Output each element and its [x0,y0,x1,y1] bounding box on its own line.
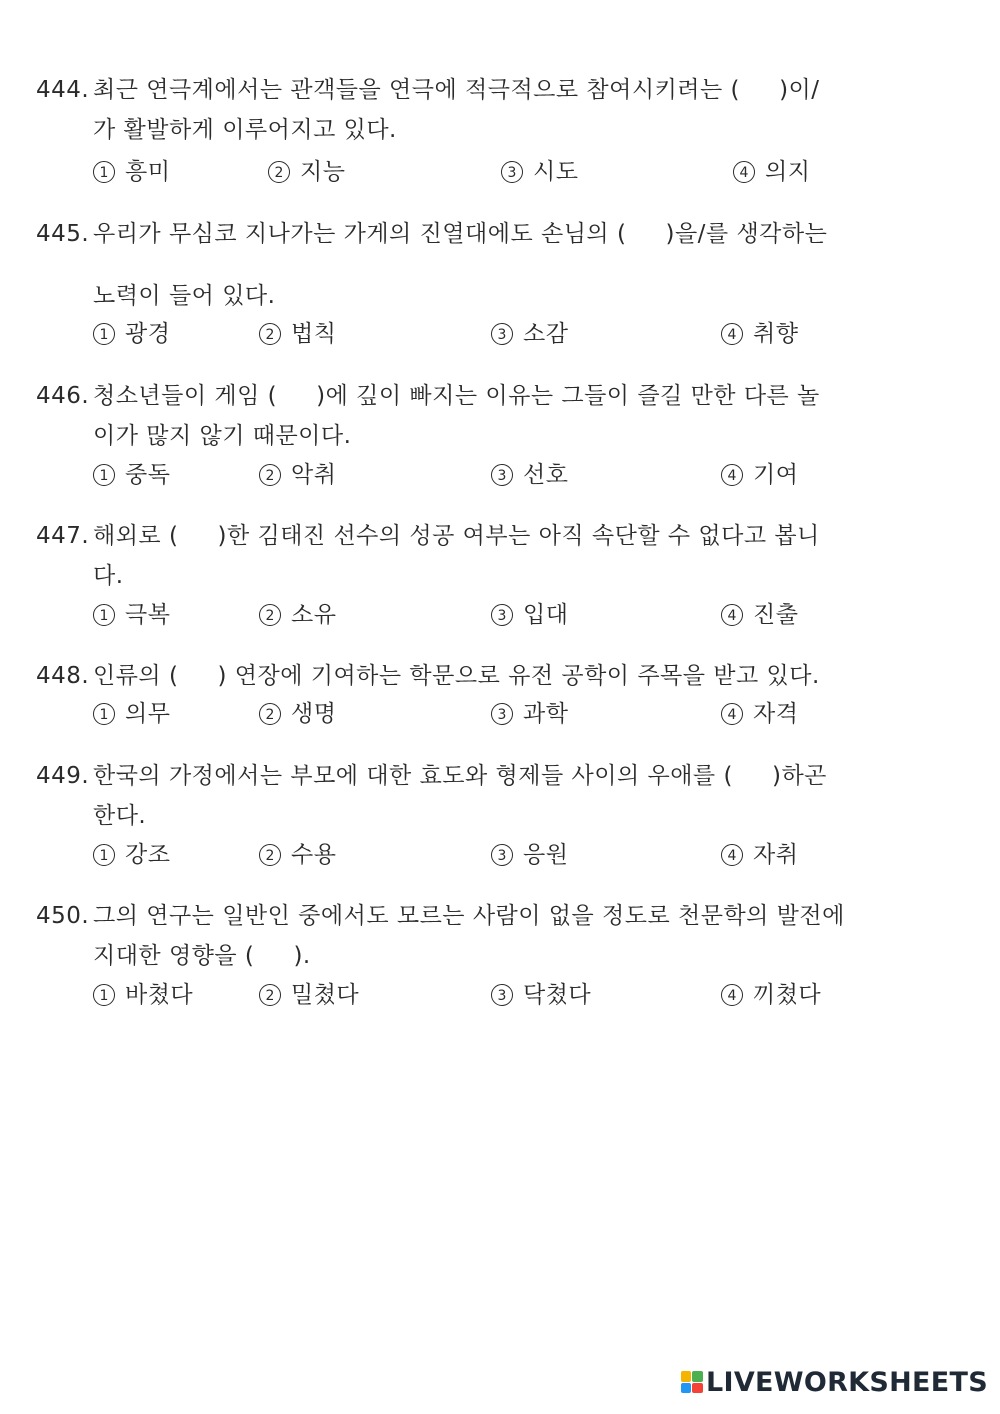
option-text: 소감 [523,321,569,347]
question-text-continued: 가 활발하게 이루어지고 있다. [93,117,397,143]
option-1[interactable] [93,838,170,872]
circled-number: 3 [491,984,513,1006]
circled-number: 3 [491,604,513,626]
circled-number: 3 [501,161,523,183]
question-text: 청소년들이 게임 ( )에 깊이 빠지는 이유는 그들이 즐길 만한 다른 놀 [93,383,820,409]
answer-options [93,458,893,492]
circled-number: 4 [721,984,743,1006]
option-text: 진출 [753,602,799,628]
circled-number: 2 [259,984,281,1006]
logo-square-blue [681,1383,692,1394]
option-text: 흥미 [125,159,171,185]
option-3[interactable] [491,598,568,632]
circled-number: 1 [93,844,115,866]
option-2[interactable] [259,838,336,872]
answer-options [93,155,893,189]
option-1[interactable] [93,458,170,492]
question-text-continued: 한다. [93,803,147,829]
option-3[interactable] [491,978,591,1012]
circled-number: 1 [93,161,115,183]
option-text: 소유 [291,602,337,628]
logo-square-red [692,1383,703,1394]
answer-options [93,697,893,731]
option-text: 의무 [125,701,171,727]
question-text-continued: 노력이 들어 있다. [93,283,276,309]
question-number: 449. [36,763,90,789]
option-3[interactable] [491,317,568,351]
question-number: 447. [36,523,90,549]
circled-number: 2 [259,844,281,866]
question-line [36,519,820,553]
option-text: 자격 [753,701,799,727]
question-number: 450. [36,903,90,929]
circled-number: 4 [721,844,743,866]
circled-number: 2 [259,323,281,345]
option-text: 입대 [523,602,569,628]
option-2[interactable] [259,978,359,1012]
question-text-continued: 이가 많지 않기 때문이다. [93,423,352,449]
option-text: 과학 [523,701,569,727]
option-3[interactable] [491,838,568,872]
answer-options [93,598,893,632]
circled-number: 3 [491,703,513,725]
option-2[interactable] [259,458,336,492]
logo-square-yellow [681,1371,692,1382]
circled-number: 2 [259,703,281,725]
circled-number: 3 [491,464,513,486]
circled-number: 2 [268,161,290,183]
question-text: 해외로 ( )한 김태진 선수의 성공 여부는 아직 속단할 수 없다고 봅니 [93,523,820,549]
question-line [36,73,820,107]
circled-number: 2 [259,604,281,626]
circled-number: 4 [721,604,743,626]
option-1[interactable] [93,155,170,189]
question-text: 인류의 ( ) 연장에 기여하는 학문으로 유전 공학이 주목을 받고 있다. [93,663,820,689]
option-1[interactable] [93,697,170,731]
question-line [36,217,827,251]
question-text: 그의 연구는 일반인 중에서도 모르는 사람이 없을 정도로 천문학의 발전에 [93,903,845,929]
answer-options [93,317,893,351]
circled-number: 2 [259,464,281,486]
question-text: 한국의 가정에서는 부모에 대한 효도와 형제들 사이의 우애를 ( )하곤 [93,763,827,789]
question-text: 최근 연극계에서는 관객들을 연극에 적극적으로 참여시키려는 ( )이/ [93,77,820,103]
option-text: 바쳤다 [125,982,194,1008]
logo-square-green [692,1371,703,1382]
question-text-continued: 다. [93,563,124,589]
circled-number: 4 [721,323,743,345]
option-text: 수용 [291,842,337,868]
question-line [36,759,827,793]
option-text: 지능 [300,159,346,185]
liveworksheets-icon [681,1371,703,1393]
option-4[interactable] [721,598,798,632]
question-number: 446. [36,383,90,409]
option-text: 중독 [125,462,171,488]
question-line [36,899,845,933]
option-text: 강조 [125,842,171,868]
circled-number: 3 [491,323,513,345]
option-3[interactable] [501,155,578,189]
option-text: 취향 [753,321,799,347]
option-4[interactable] [733,155,810,189]
question-number: 448. [36,663,90,689]
option-text: 광경 [125,321,171,347]
option-2[interactable] [259,317,336,351]
circled-number: 1 [93,323,115,345]
option-text: 생명 [291,701,337,727]
liveworksheets-logo[interactable] [681,1366,988,1398]
option-4[interactable] [721,317,798,351]
option-text: 응원 [523,842,569,868]
circled-number: 1 [93,984,115,1006]
option-3[interactable] [491,458,568,492]
question-text-continued: 지대한 영향을 ( ). [93,943,311,969]
option-text: 닥쳤다 [523,982,592,1008]
option-2[interactable] [259,598,336,632]
option-text: 악취 [291,462,337,488]
logo-text: LIVEWORKSHEETS [705,1366,988,1398]
option-text: 기여 [753,462,799,488]
option-text: 자취 [753,842,799,868]
option-text: 시도 [533,159,579,185]
option-2[interactable] [268,155,345,189]
circled-number: 1 [93,703,115,725]
option-4[interactable] [721,458,798,492]
circled-number: 3 [491,844,513,866]
option-1[interactable] [93,317,170,351]
option-text: 밀쳤다 [291,982,360,1008]
question-text: 우리가 무심코 지나가는 가게의 진열대에도 손님의 ( )을/를 생각하는 [93,221,828,247]
option-4[interactable] [721,838,798,872]
question-line [36,659,820,693]
option-text: 끼쳤다 [753,982,822,1008]
answer-options [93,838,893,872]
option-2[interactable] [259,697,336,731]
circled-number: 4 [721,703,743,725]
option-1[interactable] [93,598,170,632]
option-1[interactable] [93,978,193,1012]
question-number: 444. [36,77,90,103]
answer-options [93,978,893,1012]
option-text: 극복 [125,602,171,628]
circled-number: 1 [93,464,115,486]
option-text: 선호 [523,462,569,488]
option-4[interactable] [721,978,821,1012]
option-text: 법칙 [291,321,337,347]
circled-number: 4 [721,464,743,486]
option-text: 의지 [765,159,811,185]
question-number: 445. [36,221,90,247]
circled-number: 4 [733,161,755,183]
option-3[interactable] [491,697,568,731]
option-4[interactable] [721,697,798,731]
question-line [36,379,820,413]
circled-number: 1 [93,604,115,626]
